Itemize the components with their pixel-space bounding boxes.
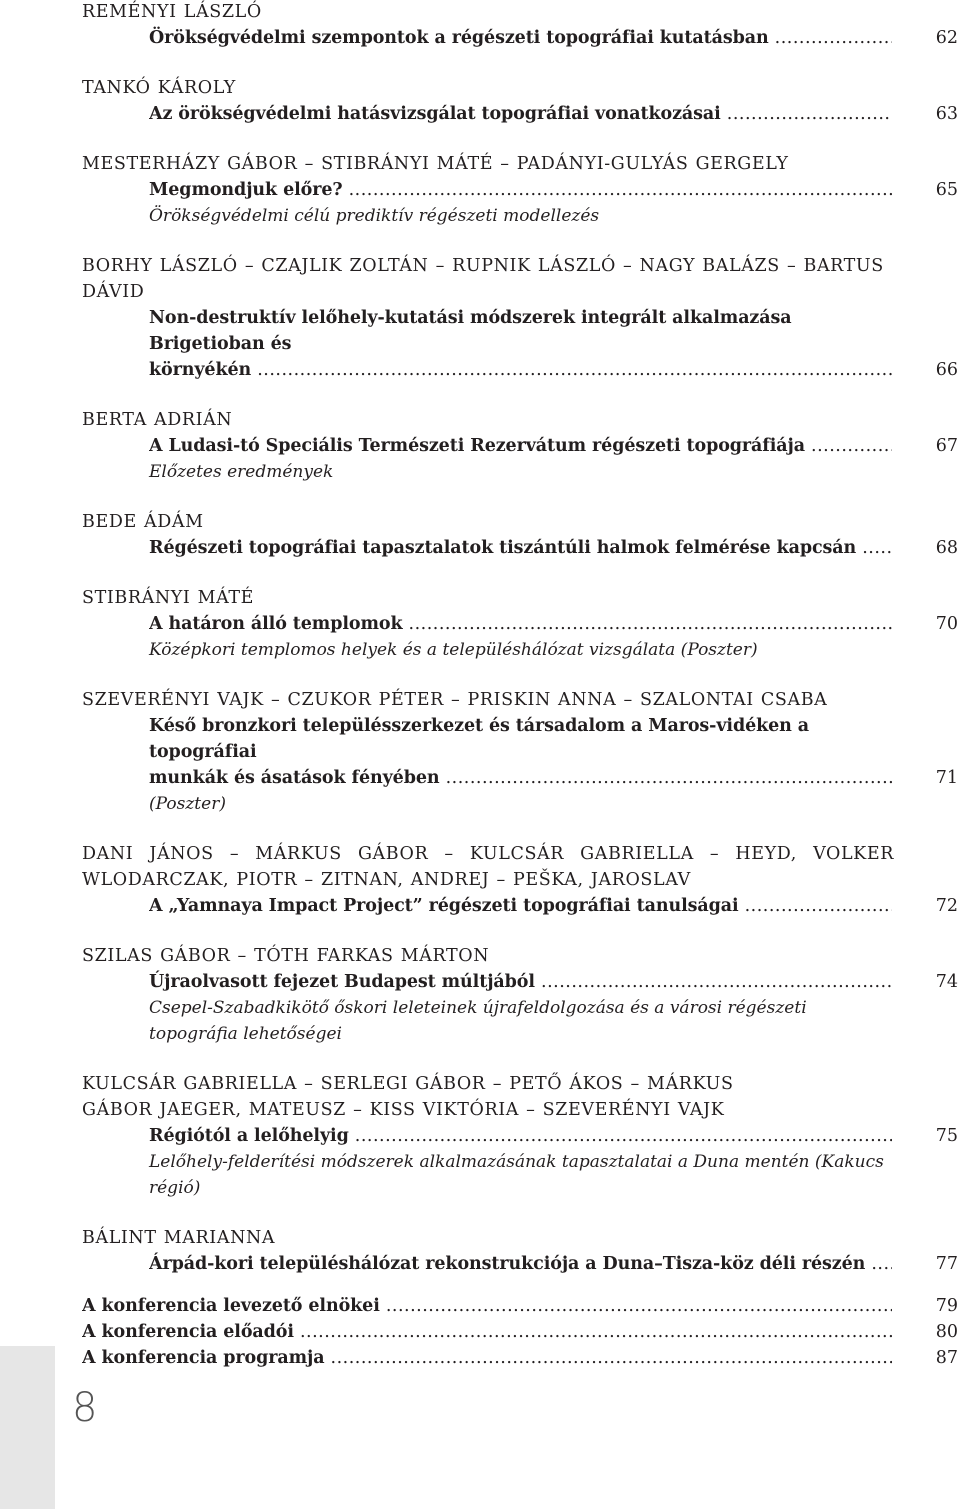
entry-title-line[interactable]: Non-destruktív lelőhely-kutatási módszerek integrált alkalmazása Brigetioban és: [149, 308, 792, 354]
appendix-title[interactable]: A konferencia levezető elnökei .....: [82, 1293, 892, 1319]
page-margin-band: [0, 1346, 55, 1509]
entry-title[interactable]: A határon álló templomok .....: [149, 611, 892, 637]
toc-entry: [82, 687, 960, 817]
entry-page: 74: [935, 972, 958, 992]
toc-entry: [82, 1071, 960, 1201]
page-number: 8: [72, 1385, 98, 1431]
table-of-contents: [82, 0, 960, 1371]
entry-title[interactable]: munkák és ásatások fényében .....: [149, 765, 892, 791]
entry-authors: SZILAS GÁBOR – TÓTH FARKAS MÁRTON: [82, 946, 490, 966]
entry-title[interactable]: Árpád-kori településhálózat rekonstrukciója a Duna–Tisza-köz déli részén .....: [149, 1251, 892, 1277]
appendix-entry: [82, 1345, 960, 1371]
appendix-page: 87: [935, 1348, 958, 1368]
appendix-entry: [82, 1319, 960, 1345]
entry-title[interactable]: Az örökségvédelmi hatásvizsgálat topográfiai vonatkozásai .....: [149, 101, 892, 127]
toc-entry: [82, 407, 960, 485]
entry-page: 71: [935, 768, 958, 788]
appendix-page: 79: [935, 1296, 958, 1316]
entry-authors: REMÉNYI LÁSZLÓ: [82, 2, 262, 22]
entry-title[interactable]: Örökségvédelmi szempontok a régészeti topográfiai kutatásban .....: [149, 25, 892, 51]
entry-page: 70: [935, 614, 958, 634]
entry-title-line[interactable]: Késő bronzkori településszerkezet és társadalom a Maros-vidéken a topográfiai: [149, 716, 810, 762]
entry-title[interactable]: Újraolvasott fejezet Budapest múltjából .....: [149, 969, 892, 995]
entry-authors: STIBRÁNYI MÁTÉ: [82, 588, 255, 608]
entry-page: 63: [935, 104, 958, 124]
entry-title[interactable]: Régiótól a lelőhelyig .....: [149, 1123, 892, 1149]
toc-entry: [82, 585, 960, 663]
entry-page: 67: [935, 436, 958, 456]
entry-page: 72: [935, 896, 958, 916]
entry-authors: BERTA ADRIÁN: [82, 410, 233, 430]
entry-subtitle: Lelőhely-felderítési módszerek alkalmazásának tapasztalatai a Duna mentén (Kakucs régió): [149, 1152, 884, 1198]
entry-subtitle: Középkori templomos helyek és a településhálózat vizsgálata (Poszter): [149, 640, 758, 660]
entry-page: 68: [935, 538, 958, 558]
entry-page: 77: [935, 1254, 958, 1274]
entry-title[interactable]: környékén .....: [149, 357, 892, 383]
appendix-entry: [82, 1293, 960, 1319]
toc-entry: [82, 151, 960, 229]
appendix-title[interactable]: A konferencia előadói .....: [82, 1319, 892, 1345]
toc-entry: [82, 253, 960, 383]
entry-page: 65: [935, 180, 958, 200]
entry-authors: BEDE ÁDÁM: [82, 512, 204, 532]
entry-authors: BORHY LÁSZLÓ – CZAJLIK ZOLTÁN – RUPNIK LÁSZLÓ – NAGY BALÁZS – BARTUS DÁVID: [82, 256, 884, 302]
entry-subtitle: Örökségvédelmi célú prediktív régészeti modellezés: [149, 206, 600, 226]
toc-entry: [82, 75, 960, 127]
entry-title[interactable]: Megmondjuk előre? .....: [149, 177, 892, 203]
entry-authors: KULCSÁR GABRIELLA – SERLEGI GÁBOR – PETŐ ÁKOS – MÁRKUS GÁBOR JAEGER, MATEUSZ – KISS VIKTÓRIA – SZEVERÉNYI VAJK: [82, 1074, 734, 1120]
entry-subtitle: Előzetes eredmények: [149, 462, 334, 482]
appendix-title[interactable]: A konferencia programja .....: [82, 1345, 892, 1371]
entry-authors: SZEVERÉNYI VAJK – CZUKOR PÉTER – PRISKIN ANNA – SZALONTAI CSABA: [82, 690, 828, 710]
entry-page: 62: [935, 28, 958, 48]
entry-subtitle: Csepel-Szabadkikötő őskori leleteinek újrafeldolgozása és a városi régészeti topográfia lehetőségei: [149, 998, 807, 1044]
appendix-page: 80: [935, 1322, 958, 1342]
toc-entry: [82, 943, 960, 1047]
entry-title[interactable]: A „Yamnaya Impact Project” régészeti topográfiai tanulságai .....: [149, 893, 892, 919]
entry-title[interactable]: Régészeti topográfiai tapasztalatok tiszántúli halmok felmérése kapcsán .....: [149, 535, 892, 561]
toc-entry: [82, 0, 960, 51]
toc-entry: [82, 509, 960, 561]
toc-entry: [82, 841, 960, 919]
entry-title[interactable]: A Ludasi-tó Speciális Természeti Rezervátum régészeti topográfiája .....: [149, 433, 892, 459]
entry-authors: BÁLINT MARIANNA: [82, 1228, 276, 1248]
entry-authors: DANI JÁNOS – MÁRKUS GÁBOR – KULCSÁR GABRIELLA – HEYD, VOLKER WLODARCZAK, PIOTR – ZITNAN, ANDREJ – PEŠKA, JAROSLAV: [82, 844, 894, 890]
toc-entry: [82, 1225, 960, 1277]
entry-authors: TANKÓ KÁROLY: [82, 78, 236, 98]
entry-subtitle: (Poszter): [149, 794, 226, 814]
entry-page: 75: [935, 1126, 958, 1146]
entry-authors: MESTERHÁZY GÁBOR – STIBRÁNYI MÁTÉ – PADÁNYI-GULYÁS GERGELY: [82, 154, 789, 174]
entry-page: 66: [935, 360, 958, 380]
